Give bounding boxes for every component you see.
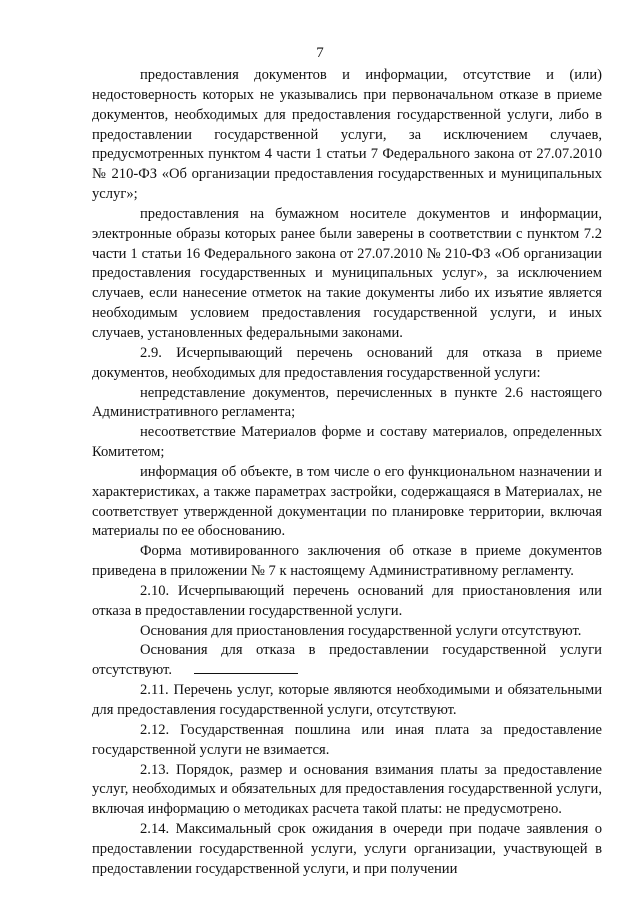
paragraph: предоставления документов и информации, отсутствие и (или) недостоверность которых не указывались при первоначальном отказе в приеме документов, необходимых для предоставления государственной услуги, либо в предоставлении государственной услуги, за исключением случаев, предусмотренных пунктом 4 части 1 статьи 7 Федерального закона от 27.07.2010 № 210-ФЗ «Об организации предоставления государственных и муниципальных услуг»; <box>92 67 602 203</box>
paragraph-with-line <box>92 641 602 681</box>
paragraph: 2.14. Максимальный срок ожидания в очереди при подаче заявления о предоставлении государственной услуги, услуги организации, участвующей в предоставлении государственной услуги, и при получении <box>92 821 602 877</box>
paragraph-text: Основания для отказа в предоставлении государственной услуги отсутствуют. <box>92 642 602 679</box>
paragraph: информация об объекте, в том числе о его функциональном назначении и характеристиках, а также параметрах застройки, содержащаяся в Материалах, не соответствует утвержденной документации по планировке территории, включая материалы по ее обоснованию. <box>92 463 602 540</box>
paragraph: 2.10. Исчерпывающий перечень оснований для приостановления или отказа в предоставлении государственной услуги. <box>92 582 602 619</box>
paragraph: Форма мотивированного заключения об отказе в приеме документов приведена в приложении № 7 к настоящему Административному регламенту. <box>92 543 602 580</box>
paragraph: Основания для приостановления государственной услуги отсутствуют. <box>140 622 582 639</box>
document-body <box>92 66 602 880</box>
paragraph: непредставление документов, перечисленных в пункте 2.6 настоящего Административного регламента; <box>92 384 602 421</box>
paragraph: 2.9. Исчерпывающий перечень оснований для отказа в приеме документов, необходимых для предоставления государственной услуги: <box>92 344 602 381</box>
separator-line <box>194 672 298 674</box>
paragraph: 2.13. Порядок, размер и основания взимания платы за предоставление услуг, необходимых и обязательных для предоставления государственной услуги, включая информацию о методиках расчета такой платы: не предусмотрено. <box>92 761 602 818</box>
paragraph: 2.11. Перечень услуг, которые являются необходимыми и обязательными для предоставления государственной услуги, отсутствуют. <box>92 682 602 718</box>
paragraph: несоответствие Материалов форме и составу материалов, определенных Комитетом; <box>92 424 602 461</box>
paragraph: предоставления на бумажном носителе документов и информации, электронные образы которых ранее были заверены в соответствии с пунктом 7.2 части 1 статьи 16 Федерального закона от 27.07.2010 № 210-ФЗ «Об организации предоставления государственных и муниципальных услуг», за исключением случаев, если нанесение отметок на такие документы либо их изъятие является необходимым условием предоставления государственной услуги, и иных случаев, установленных федеральными законами. <box>92 205 602 341</box>
paragraph: 2.12. Государственная пошлина или иная плата за предоставление государственной услуги не взимается. <box>92 721 602 758</box>
page-number: 7 <box>316 45 324 61</box>
